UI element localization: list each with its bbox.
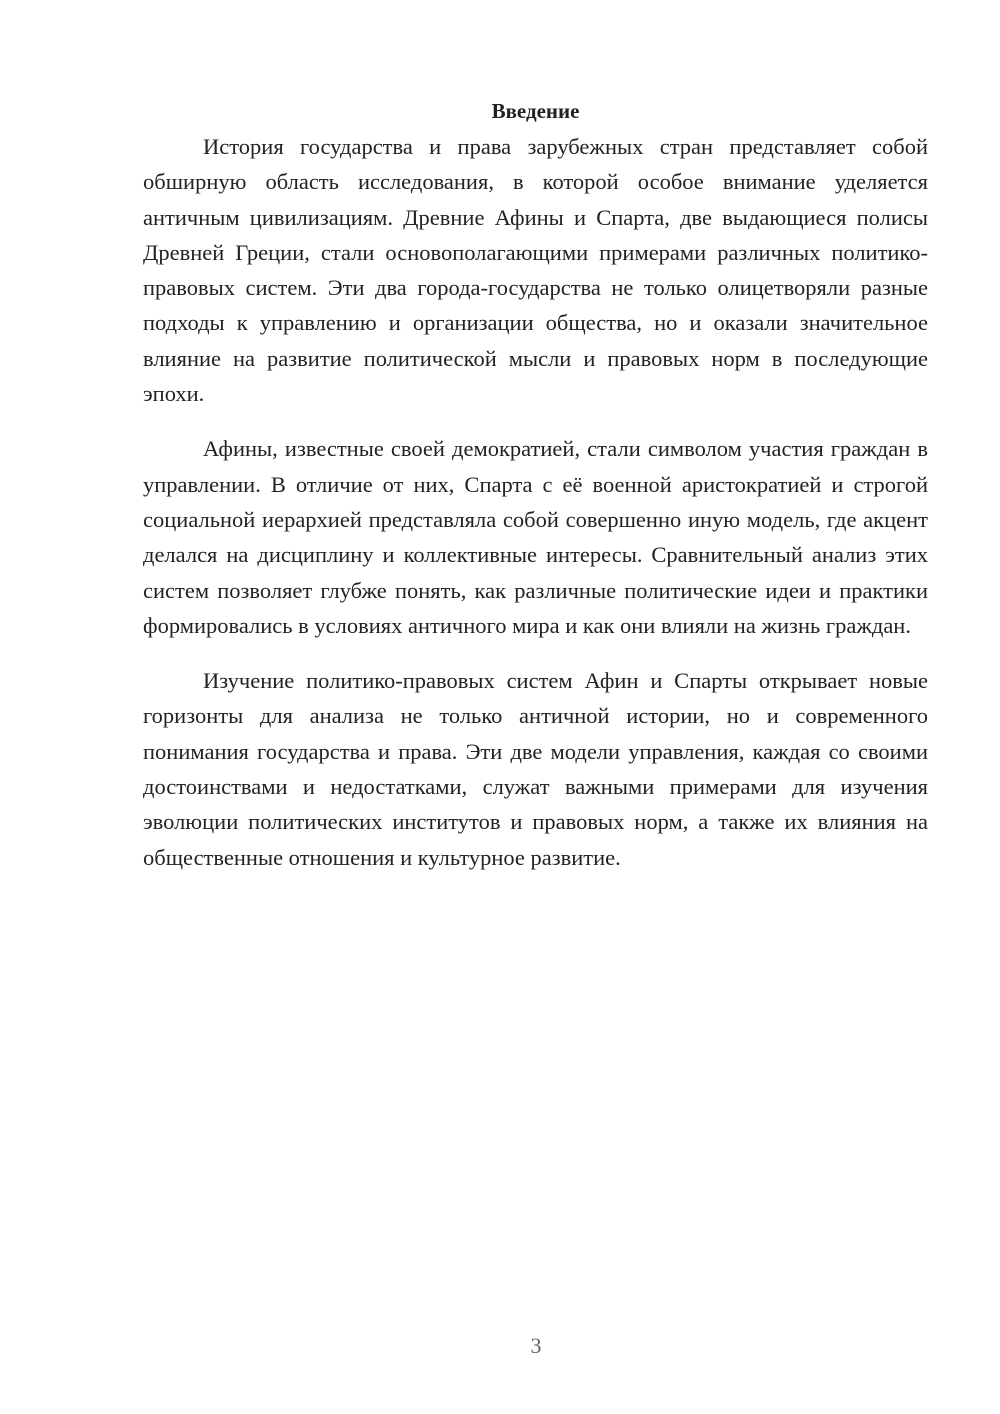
page-number: 3 (530, 1333, 542, 1358)
section-title: Введение (491, 99, 580, 123)
paragraph-3: Изучение политико-правовых систем Афин и Спарты открывает новые горизонты для анализа не только античной истории, но и современного понимания государства и права. Эти две модели управления, каждая со своими достоинствами и недостатками, служат важными примерами для изучения эволюции политических институтов и правовых норм, а также их влияния на общественные отношения и культурное развитие. (143, 668, 928, 870)
page-content (143, 94, 928, 875)
paragraph-2: Афины, известные своей демократией, стали символом участия граждан в управлении. В отличие от них, Спарта с её военной аристократией и строгой социальной иерархией представляла собой совершенно иную модель, где акцент делался на дисциплину и коллективные интересы. Сравнительный анализ этих систем позволяет глубже понять, как различные политические идеи и практики формировались в условиях античного мира и как они влияли на жизнь граждан. (143, 436, 928, 638)
paragraph-1: История государства и права зарубежных стран представляет собой обширную область исследования, в которой особое внимание уделяется античным цивилизациям. Древние Афины и Спарта, две выдающиеся полисы Древней Греции, стали основополагающими примерами различных политико-правовых систем. Эти два города-государства не только олицетворяли разные подходы к управлению и организации общества, но и оказали значительное влияние на развитие политической мысли и правовых норм в последующие эпохи. (143, 134, 928, 407)
